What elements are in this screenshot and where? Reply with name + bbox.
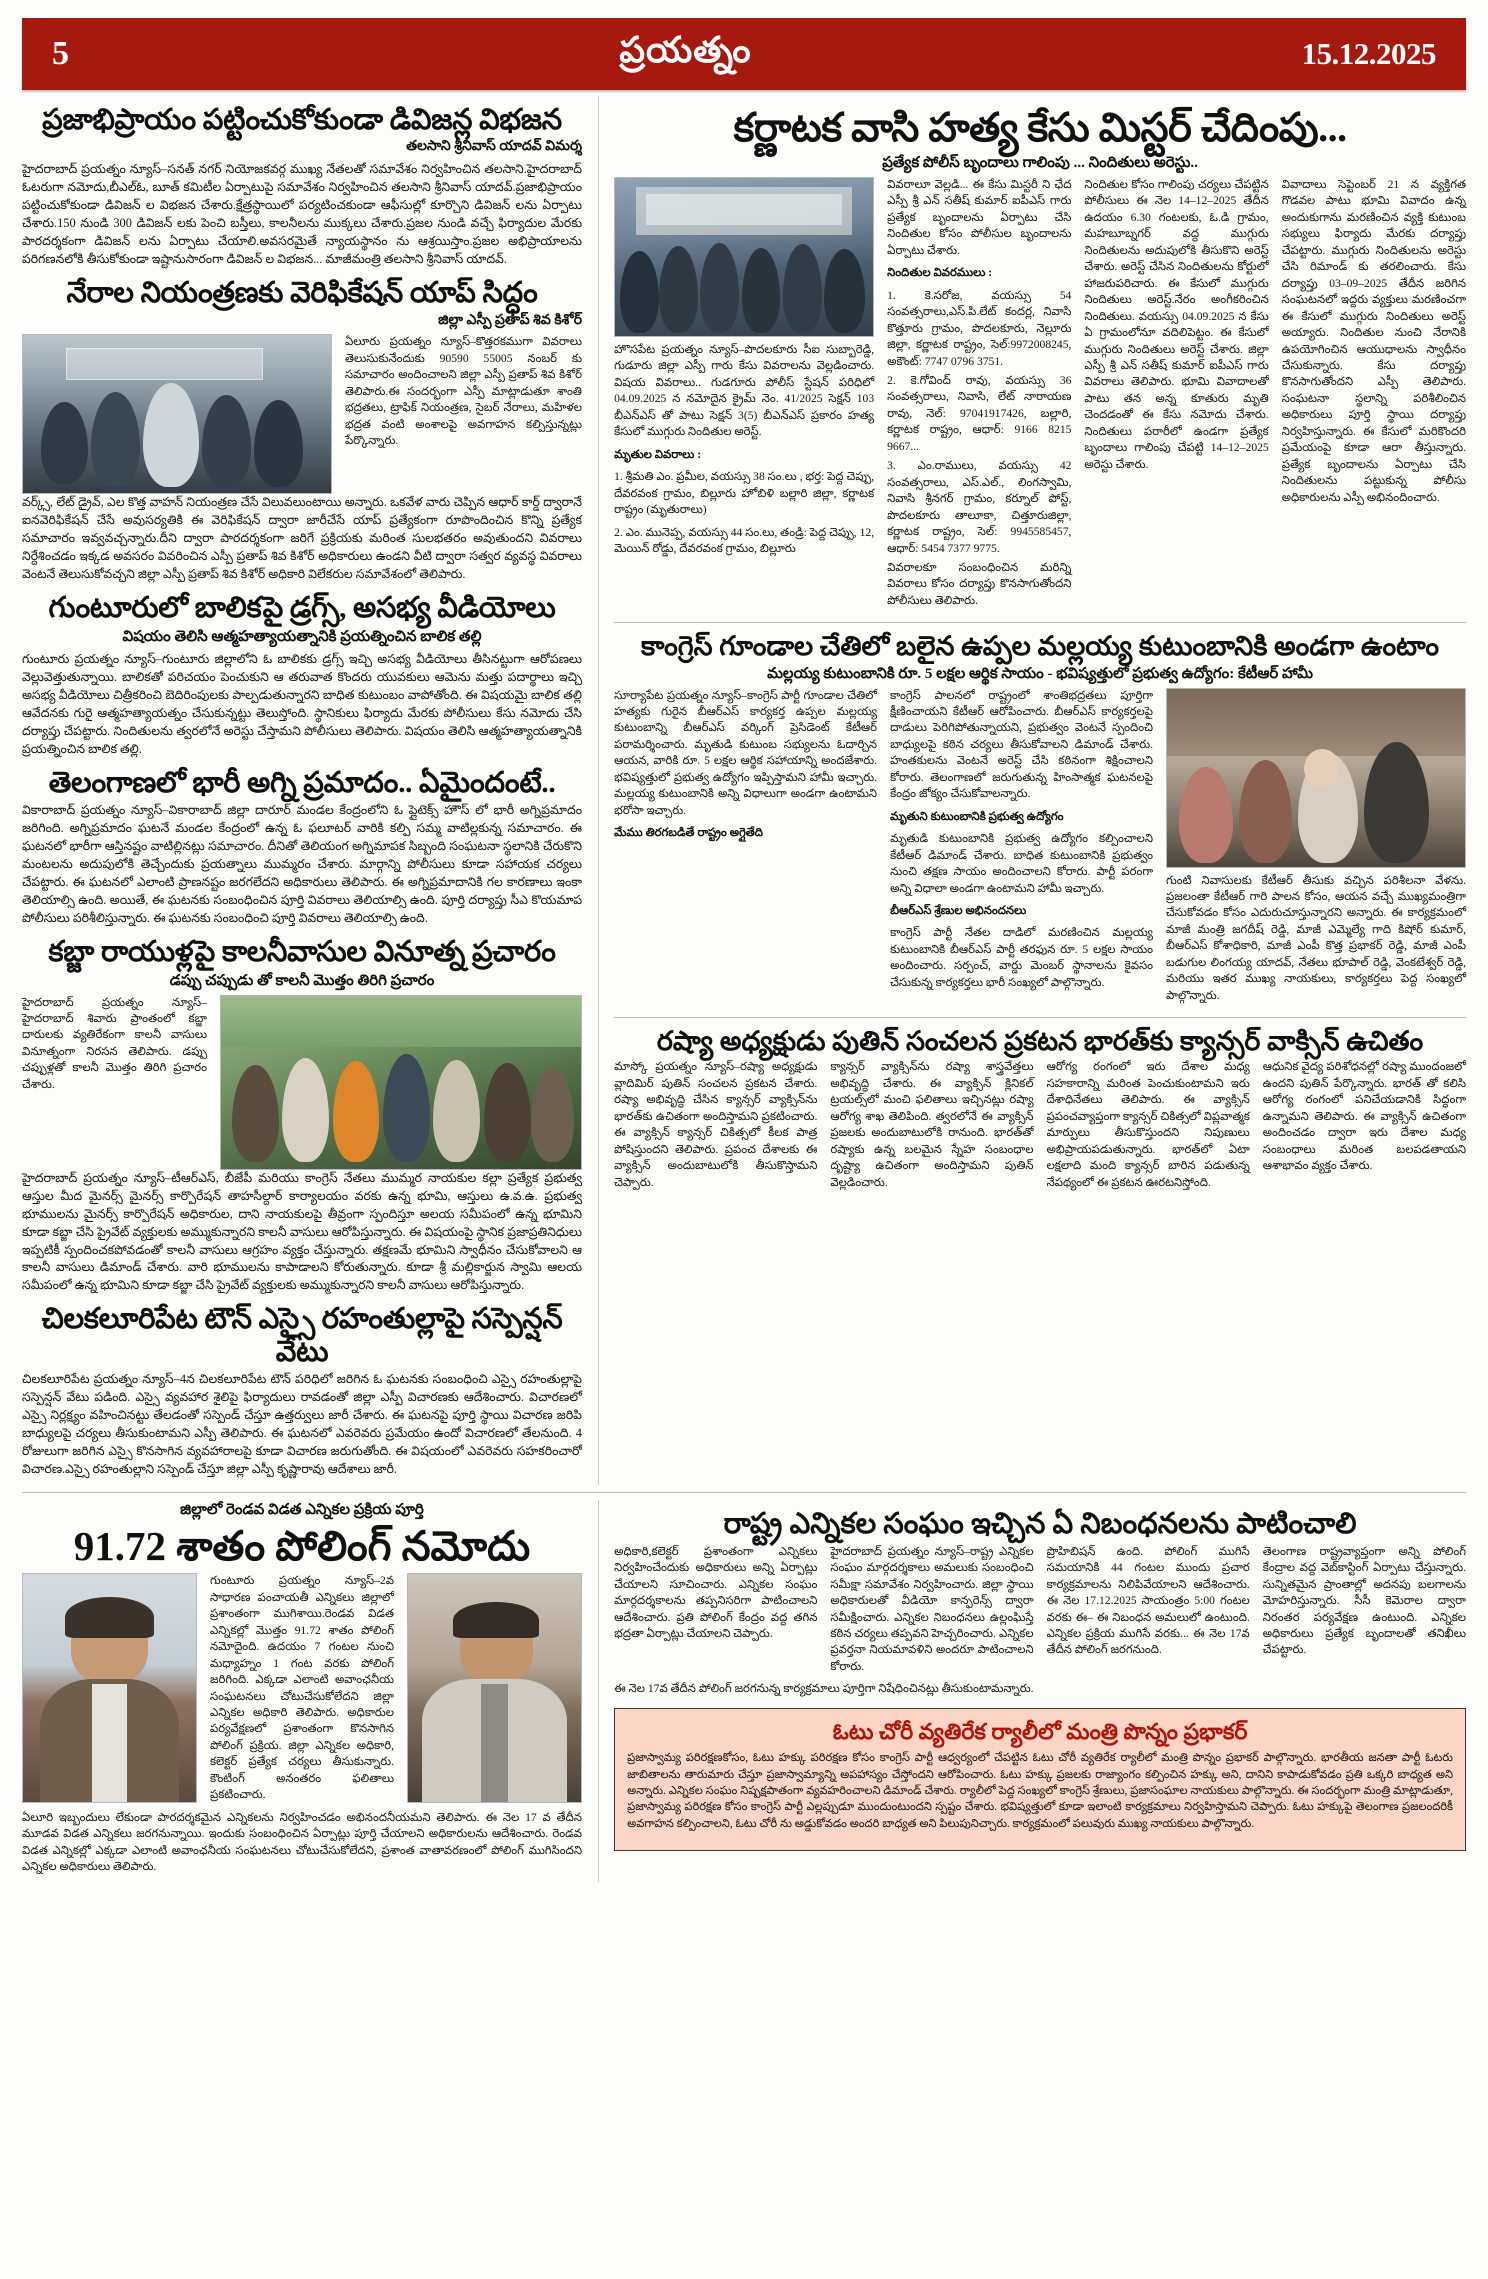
article-si-body: చిలకలూరిపేట ప్రయత్నం న్యూస్–4న చిలకలూరిపేట టౌన్ పరిధిలో జరిగిన ఓ ఘటనకు సంబంధించి ఎస్సై రహంతుల్లాపై సస్పెన్షన్ వేటు పడింది. ఎస్సై వ్యవహార శైలిపై ఫిర్యాదులు రావడంతో జిల్లా ఎస్పీ విచారణకు ఆదేశించారు. విచారణలో ఎస్సై నిర్లక్ష్యం వహించినట్టు తేలడంతో సస్పెండ్ చేస్తూ ఉత్తర్వులు జారీ చేశారు. ఈ ఘటనపై పూర్తి స్థాయి విచారణ జరిపి బాధ్యులపై చర్యలు తీసుకుంటామని ఎస్పీ తెలిపారు. ఈ ఘటనలో ఎవరెవరు ప్రమేయం ఉందో విచారణలో తేలనుంది. 4 రోజులుగా జరిగిన ఎస్సై కొనసాగిన వ్యవహారాలపై కూడా విచారణ జరుగుతోంది. ఈ విషయంలో ఎవరెవరు సహకరించారో విచారణ.ఎస్సై రహంతుల్లాని సస్పెండ్ చేస్తూ జిల్లా ఎస్పీ కృష్ణారావు ఆదేశాలు జారీ. <box>22 1372 582 1477</box>
article-karnataka-col2-tail: వివరాలకూ సంబంధించిన మరిన్ని వివరాలు కోసం దర్యాప్తు కొనసాగుతోందని పోలీసులు తెలిపారు. <box>887 560 1072 607</box>
article-ktr-subhead: మల్లయ్య కుటుంబానికి రూ. 5 లక్షల ఆర్థిక సాయం - భవిష్యత్తులో ప్రభుత్వ ఉద్యోగం: కేటీఆర్ హామీ <box>767 665 1314 682</box>
pink-box-body: ప్రజాస్వామ్య పరిరక్షణకోసం, ఓటు హక్కు పరిరక్షణ కోసం కాంగ్రెస్ పార్టీ ఆధ్వర్యంలో చేపట్టిన ఓటు చోరీ వ్యతిరేక ర్యాలీలో మంత్రి పొన్నం ప్రభాకర్ పాల్గొన్నారు. భారతీయ జనతా పార్టీ ఓటరు జాబితాలను తారుమారు చేస్తూ ప్రజాస్వామ్యాన్ని అపహాస్యం చేస్తోందని ఆరోపించారు. ఓటు హక్కు ప్రజలకు రాజ్యాంగం కల్పించిన హక్కు అని, దానిని కాపాడుకోవడం ప్రతి ఒక్కరి బాధ్యత అని అన్నారు. ఎన్నికల సంఘం నిష్పక్షపాతంగా వ్యవహరించాలని డిమాండ్ చేశారు. ర్యాలీలో పెద్ద సంఖ్యలో కాంగ్రెస్ శ్రేణులు, ప్రజాసంఘాల నాయకులు పాల్గొన్నారు. ఈ సందర్భంగా మంత్రి మాట్లాడుతూ, ప్రజాస్వామ్య పరిరక్షణ కోసం కాంగ్రెస్ పార్టీ ఎల్లప్పుడూ ముందుంటుందని స్పష్టం చేశారు. భవిష్యత్తులో కూడా ఇలాంటి కార్యక్రమాలు నిర్వహిస్తామని చెప్పారు. ఓటు హక్కుపై తెలంగాణ ప్రజలందరికీ అవగాహన కల్పించాలని, ఓటు చోరీ ను అడ్డుకోవడం అందరి బాధ్యత అని పిలుపునిచ్చారు. కార్యక్రమంలో పలువురు ముఖ్య నాయకులు పాల్గొన్నారు. <box>627 1752 1453 1830</box>
article-putin-vaccine <box>614 1026 1466 1197</box>
article-divisions-body: హైదరాబాద్ ప్రయత్నం న్యూస్–సనత్ నగర్ నియోజకవర్గ ముఖ్య నేతలతో సమావేశం నిర్వహించిన తలసాని.హైదరాబాద్ ఓటరుగా నమోదు,బీఎల్ఓ, బూత్ కమిటీల ఏర్పాటుపై సమావేశం నిర్వహించిన తలసాని శ్రీనివాస్ యాదవ్.ప్రజాభిప్రాయం పట్టించుకోకుండా డివిజన్ ల విభజన చేశారు.క్షేత్రస్థాయిలో పర్యటించకుండా ఆఫీసుల్లో కూర్చొని డివిజన్ లను ఏర్పాటు చేశారు.150 నుండి 300 డివిజన్ లకు పెంచి బస్తీలు, కాలనీలను ముక్కలు చేశారు.ప్రజల నుండి వచ్చే ఫిర్యాదుల మేరకు పారదర్శకంగా డివిజన్ లను ఏర్పాటు చేయాలి.అవసరమైతే న్యాయస్థానం ను ఆశ్రయిస్తాం.ప్రజల అభిప్రాయాలను పరిగణనలోకి తీసుకోకుండా ఇష్టానుసారంగా డివిజన్ ల విభజన... మాజీమంత్రి తలసాని శ్రీనివాస్ యాదవ్. <box>22 162 582 267</box>
photo-eluru-police <box>22 334 332 494</box>
article-ktr-headline: కాంగ్రెస్ గూండాల చేతిలో బలైన ఉప్పల మల్లయ్య కుటుంబానికి అండగా ఉంటాం <box>641 631 1440 662</box>
article-election-rules <box>614 1500 1466 1851</box>
lower-section <box>22 1500 1466 1881</box>
pink-callout-box <box>614 1708 1466 1851</box>
article-verification-app <box>22 277 582 584</box>
article-fire-accident <box>22 767 582 928</box>
article-karnataka-headline: కర్ణాటక వాసి హత్య కేసు మిస్టర్ చేదింపు... <box>733 105 1347 150</box>
article-verification-body: వర్క్స్, లేట్ డ్రైవ్, ఎల కొత్త వాహన్ నియంత్రణ చేసే విలువలుంటాయి అన్నారు. ఒకవేళ వారు చెప్పిన ఆధార్ కార్డ్ ద్వారానే ఐనవెరిఫికేషన్ చేసే అవుసర్యతికి ఈ వెరిఫికేషన్ ద్వారా జారీచేసే యాప్ ప్రత్యేకంగా రూపొందించిన కొన్ని ప్రత్యేక సమాచారం ఇవ్వవచ్చన్నారు.దీని ద్వారా పారదర్శకంగా జరిగే ప్రక్రియకు మరింత సులభతరం అవుతుందని వివరాలు నిర్దేశించడం ఇక్కడ అవసరం వివరించిన ఎస్పీ ప్రతాప్ శివ కిశోర్ అధికారులు ఉండని వీటి ద్వారా సత్వర వ్యవస్థ వివరాలు వెంటనే తెలుసుకోవచ్చని జిల్లా ఎస్పీ ప్రతాప్ శివ కిశోర్ అధికారి విలేకరుల సమావేశంలో తెలిపారు. <box>22 495 582 582</box>
article-ktr-col2c: మృతుడి కుటుంబానికి ప్రభుత్వ ఉద్యోగం కల్పించాలని కేటీఆర్ డిమాండ్ చేశారు. బాధిత కుటుంబానికి ప్రభుత్వం నుంచి తక్షణ సాయం అందించాలని కోరారు. పార్టీ పరంగా అన్ని విధాలా అండగా ఉంటామని హామీ ఇచ్చారు. <box>890 832 1153 895</box>
article-divisions-headline: ప్రజాభిప్రాయం పట్టించుకోకుండా డివిజన్ల విభజన <box>42 104 562 136</box>
article-putin-col3: ఆరోగ్య రంగంలో ఇరు దేశాల మధ్య సహకారాన్ని మరింత పెంచుకుంటామని ఇరు దేశాధినేతలు తెలిపారు. ఈ వ్యాక్సిన్ ప్రపంచవ్యాప్తంగా క్యాన్సర్ చికిత్సలో విప్లవాత్మక మార్పులు తీసుకొస్తుందని నిపుణులు అభిప్రాయపడుతున్నారు. భారత్‌లో ఏటా లక్షలాది మంది క్యాన్సర్ బారిన పడుతున్న నేపథ్యంలో ఈ ప్రకటన ఊరటనిస్తోంది. <box>1046 1060 1250 1189</box>
article-verification-body-left: ఏలూరు ప్రయత్నం న్యూస్–కొత్తరకముగా వివరాలు తెలుసుకునేందుకు 90590 55005 నంబర్ కు సమాచారం అందించాలని జిల్లా ఎస్పీ ప్రతాప్ శివ కిశోర్ తెలిపారు.ఈ సందర్భంగా ఎస్పీ మాట్లాడుతూ శాంతి భద్రతలు, ట్రాఫిక్ నియంత్రణ, సైబర్ నేరాలు, మహిళల భద్రత వంటి అంశాలపై అవగాహన కల్పిస్తున్నట్లు పేర్కొన్నారు. <box>345 335 582 448</box>
article-fire-body: వికారాబాద్ ప్రయత్నం న్యూస్–వికారాబాద్ జిల్లా దారూర్ మండల కేంద్రంలోని ఓ ప్లైటెక్స్ హౌస్ లో భారీ అగ్నిప్రమాదం జరిగింది. అగ్నిప్రమాదం ఘటనే మండల కేంద్రంలో ఉన్న ఓ ఫలూటర్ వారికి కల్పి సమ్మ వాటిల్లకున్న సమాచారం. ఈ ఘటనలో భారీగా ఆస్తినష్టం వాటిల్లినట్లు సమాచారం. దీనితో తెలియంగ అగ్నిమాపక సిబ్బంది సంఘటనా స్థలానికి చేరుకొని మంటలను అదుపులోకి తెచ్చేందుకు ప్రయత్నాలు ముమ్మరం చేశారు. మార్గాన్ని పోలీసులు కూడా సహాయక చర్యలు చేపట్టారు. ఈ ఘటనలో ఎలాంటి ప్రాణనష్టం జరగలేదని అధికారులు తెలిపారు. ఈ అగ్నిప్రమాదానికి గల కారణాలు ఇంకా తెలియాల్సి ఉంది. అయితే, ఈ ఘటనకు సంబంధించిన పూర్తి వివరాలు తెలియాల్సి ఉంది. పూర్తి దర్యాప్తు సీఎ కొయమాప పోలీసులు పరిశీలిస్తున్నారు. ఈ ఘటనకు సంబంధించి పూర్తి వివరాలు తెలియాల్సి ఉంది. <box>22 803 582 926</box>
publication-date: 15.12.2025 <box>1301 36 1436 71</box>
upper-section <box>22 96 1466 1485</box>
article-ktr-visit <box>614 631 1466 1010</box>
article-guntur-headline: గుంటూరులో బాలికపై డ్రగ్స్, అసభ్య వీడియోలు <box>48 592 556 625</box>
article-karnataka-subhead: ప్రత్యేక పోలీస్ బృందాలు గాలింపు ... నిందితులు అరెస్టు.. <box>882 155 1198 171</box>
article-guntur-body: గుంటూరు ప్రయత్నం న్యూస్–గుంటూరు జిల్లాలోని ఓ బాలికకు డ్రగ్స్ ఇచ్చి అసభ్య వీడియోలు తీసినట్టుగా ఆరోపణలు వెల్లువెత్తుతున్నాయి. బాలికతో పరిచయం పెంచుకుని ఆ తరువాత కొందరు యువకులు ఆమెను మత్తు పదార్థాలు ఇచ్చి అసభ్య వీడియోలు చిత్రీకరించి బెదిరింపులకు పాల్పడుతున్నారని బాధిత కుటుంబం వాపోతోంది. ఈ విషయమై బాలిక తల్లి ఆవేదనకు గురై ఆత్మహత్యాయత్నం చేసుకున్నట్టు తెలుస్తోంది. స్థానికులు ఫిర్యాదు మేరకు పోలీసులు కేసు నమోదు చేసి దర్యాప్తు చేపట్టారు. నిందితులను త్వరలోనే అరెస్టు చేస్తామని పోలీసులు తెలిపారు. విషయం తెలిసి ఆత్మహత్యాయత్నానికి ప్రయత్నించిన బాలిక తల్లి. <box>22 651 583 756</box>
article-ktr-col2e: కాంగ్రెస్ పార్టీ నేతల దాడిలో మరణించిన మల్లయ్య కుటుంబానికి బీఆర్ఎస్ పార్టీ తరఫున రూ. 5 లక్షల సాయం అందించారు. సర్పంచ్, వార్డు మెంబర్ స్థానాలను కైవసం చేసుకున్న కార్యకర్తలు భారీ సంఖ్యలో పాల్గొన్నారు. <box>890 926 1153 989</box>
article-verification-headline: నేరాల నియంత్రణకు వెరిఫికేషన్ యాప్ సిద్ధం <box>66 277 538 310</box>
article-karnataka-col3: నిందితుల కోసం గాలింపు చర్యలు చేపట్టిన పోలీసులు ఈ నెల 14–12–2025 తేదీన ఉదయం 6.30 గంటలకు, ఓ.డి గ్రామం, మహబూబ్నగర్ వద్ద ముగ్గురు నిందితులను అదుపులోకి తీసుకొని అరెస్ట్ చేశారు. అరెస్ట్ చేసిన నిందితులను కోర్టులో హాజరుపరిచారు. ఈ కేసులో ముగ్గురు నిందితులు అరెస్ట్.నేరం అంగీకరించిన నిందితులు. వయస్సు 04.09.2025 న కేసు ఏ గ్రామంలోనూ వదిలిపెట్టం. ఈ కేసులో ముగ్గురు నిందితులు అరెస్ట్ చేశారు. జిల్లా ఎస్పీ శ్రీ ఎన్ సతీష్ కుమార్ ఐపీఎస్ గారు వివరాలు తెలిపారు. భూమి వివాదాలతో పాటు తన అన్న కూతురు మృతి చెందడంతో ఈ కేసు నమోదు చేశారు. నిందితులు పరారీలో ఉండగా ప్రత్యేక బృందాలు గాలింపు చేపట్టి 14–12–2025 అరెస్టు చేశారు. <box>1084 178 1269 471</box>
left-zone <box>22 96 582 1485</box>
article-ktr-subcaption: మేము తిరగబడితే రాష్ట్రం అగ్గైతేది <box>614 826 763 840</box>
right-zone <box>614 96 1466 1197</box>
article-guntur-drugs <box>22 592 582 758</box>
accused-item-1: 1. కె.సరోజ, వయస్సు 54 సంవత్సరాలు,ఎస్.పి.లేట్ కందర్ల, నివాసి కొత్తూరు గ్రామం, పొదలకూరు, నెల్లూరు జిల్లా, కర్ణాటక రాష్ట్రం, సెల్:9972008245, అకౌంట్: 7747 0796 3751. <box>887 288 1072 368</box>
article-si-headline: చిలకలూరిపేట టౌన్ ఎస్సై రహంతుల్లాపై సస్పెన్షన్ వేటు <box>41 1303 563 1368</box>
page-number: 5 <box>52 35 70 72</box>
article-karnataka-murder <box>614 106 1466 615</box>
article-divisions-subhead: తలసాని శ్రీనివాస్ యాదవ్ విమర్శ <box>406 139 582 155</box>
publication-title: ప్రయత్నం <box>619 29 752 70</box>
article-karnataka-victim-2: 2. ఎం. మునెప్ప, వయస్సు 44 సం.లు, తండ్రి: పెద్ద చెప్పు, 12, మెయిన్ రోడ్డు, దేవరవంక గ్రామం, బిల్లూరు <box>614 525 875 555</box>
article-polling-body-right: గుంటూరు ప్రయత్నం న్యూస్–2వ సాధారణ పంచాయతీ ఎన్నికలు జిల్లాలో ప్రశాంతంగా ముగిశాయి.రెండవ విడత ఎన్నికల్లో మొత్తం 91.72 శాతం పోలింగ్ నమోదైంది. ఉదయం 7 గంటల నుంచి మధ్యాహ్నం 1 గంట వరకు పోలింగ్ జరిగింది. ఎక్కడా ఎలాంటి అవాంఛనీయ సంఘటనలు చోటుచేసుకోలేదని జిల్లా ఎన్నికల అధికారి తెలిపారు. అధికారుల పర్యవేక్షణలో ప్రశాంతంగా కొనసాగిన పోలింగ్ ప్రక్రియ. జిల్లా ఎన్నికల అధికారి, కలెక్టర్ ప్రత్యేక చర్యలు తీసుకున్నారు. కౌంటింగ్ అనంతరం ఫలితాలు ప్రకటించారు. <box>210 1574 394 1802</box>
article-karnataka-accused-list <box>887 288 1071 557</box>
article-karnataka-victim-1: 1. శ్రీమతి ఎం. ప్రమీల, వయస్సు 38 సం.లు , భర్త: పెద్ద చెప్పు, దేవరవంక గ్రామం, బిల్లూరు హోబిళి బల్లారి జిల్లా, కర్ణాటక రాష్ట్రం (మృతురాలు) <box>614 470 875 517</box>
masthead <box>22 18 1466 90</box>
article-rules-col4: తెలంగాణ రాష్ట్రవ్యాప్తంగా అన్ని పోలింగ్ కేంద్రాల వద్ద వెబ్‌కాస్టింగ్ ఏర్పాటు చేస్తున్నారు. సున్నితమైన ప్రాంతాల్లో అదనపు బలగాలను మోహరిస్తున్నారు. సీసీ కెమెరాల ద్వారా నిరంతర పర్యవేక్షణ ఉంటుంది. ఎన్నికల అధికారులు ప్రత్యేక బృందాలతో తనిఖీలు చేపట్టారు. <box>1262 1544 1466 1657</box>
article-rules-headline: రాష్ట్ర ఎన్నికల సంఘం ఇచ్చిన ఏ నిబంధనలను పాటించాలి <box>723 1508 1357 1541</box>
article-ktr-col3: గుంటి నివాసులకు కేటీఆర్ తీసుకు వచ్చిన పరిశీలనా వేళను. ప్రజలంతా కేటీఆర్ గారి పాలన కోసం, ఆయన వచ్చే ముఖ్యమంత్రిగా చేసుకోవడం కోసం ఎదురుచూస్తున్నారని అన్నారు. ఈ కార్యక్రమంలో మాజీ మంత్రి జగదీష్ రెడ్డి, మాజీ ఎమ్మెల్యే గాది కిషోర్ కుమార్, బీఆర్ఎస్ కోశాధికారి, మాజీ ఎంపీ కొత్త ప్రభాకర్ రెడ్డి, మాజీ ఎంపీ బడుగుల లింగయ్య యాదవ్, నేతలు భూపాల్ రెడ్డి, వెంకటేశ్వర్ రెడ్డి, మరియు ఇతర ముఖ్య నాయకులు, కార్యకర్తలు పెద్ద సంఖ్యలో పాల్గొన్నారు. <box>1166 873 1466 1002</box>
article-rules-col2: హైదరాబాద్ ప్రయత్నం న్యూస్–రాష్ట్ర ఎన్నికల సంఘం మార్గదర్శకాలు అమలుకు సంబంధించి సమీక్షా సమావేశం నిర్వహించారు. జిల్లా స్థాయి అధికారులతో వీడియో కాన్ఫరెన్స్ ద్వారా సమీక్షించారు. ఎన్నికల నిబంధనలు ఉల్లంఘిస్తే కఠిన చర్యలు తప్పవని హెచ్చరించారు. ఎన్నికల ప్రవర్తనా నియమావళిని అందరూ పాటించాలని కోరారు. <box>830 1544 1034 1673</box>
article-guntur-subhead: విషయం తెలిసి ఆత్మహత్యాయత్నానికి ప్రయత్నించిన బాలిక తల్లి <box>122 628 482 645</box>
lower-section-rule <box>22 1492 1466 1493</box>
article-ktr-sub2: బీఆర్ఎస్ శ్రేణుల అభినందనలు <box>890 904 1027 917</box>
article-putin-col1: మాస్కో ప్రయత్నం న్యూస్–రష్యా అధ్యక్షుడు వ్లాదిమిర్ పుతిన్ సంచలన ప్రకటన చేశారు. రష్యా అభివృద్ధి చేసిన క్యాన్సర్ వ్యాక్సిన్‌ను భారత్‌కు ఉచితంగా అందిస్తామని ప్రకటించారు. ఈ వ్యాక్సిన్ క్యాన్సర్ చికిత్సలో కీలక పాత్ర పోషిస్తుందని తెలిపారు. ప్రపంచ దేశాలకు ఈ వ్యాక్సిన్ అందుబాటులోకి తీసుకొస్తామని చెప్పారు. <box>614 1060 818 1189</box>
article-karnataka-col4: వివాదాలు సెప్టెంబర్ 21 న వ్యక్తిగత గొడవల పాటు భూమి వివాదం ఉన్న అందుకుగాను మరణించిన వ్యక్తి కుటుంబ సభ్యులు ఫిర్యాదు మేరకు దర్యాప్తు చేపట్టారు. ముగ్గురు నిందితులను అరెస్టు చేసి రిమాండ్ కు తరలించారు. కేసు దర్యాప్తు 03–09–2025 తేదీన జరిగిన సంఘటనలో ఇద్దరు వ్యక్తులు మరణించగా ఈ కేసులో ముగ్గురు నిందితులు అరెస్ట్ అయ్యారు. నిందితుల నుంచి నేరానికి ఉపయోగించిన ఆయుధాలను స్వాధీనం చేసుకున్నారు. కేసు దర్యాప్తు కొనసాగుతోందని ఎస్పీ తెలిపారు. సంఘటనా స్థలాన్ని పరిశీలించిన అధికారులు పూర్తి స్థాయి దర్యాప్తు నిర్వహిస్తున్నారు. ఈ కేసులో మరికొందరి ప్రమేయంపై కూడా ఆరా తీస్తున్నారు. ప్రత్యేక బృందాలను ఏర్పాటు చేసి నిందితులను పట్టుకున్న పోలీసు అధికారులను ఎస్పీ అభినందించారు. <box>1281 178 1467 504</box>
article-polling-percentage <box>22 1500 582 1881</box>
photo-official-portrait-2 <box>407 1573 582 1803</box>
article-karnataka-col2-intro: వివరాలూ వెల్లడి... ఈ కేసు మిస్టరీ ని ఛేద ఎస్పీ శ్రీ ఎన్ సతీష్ కుమార్ ఐపీఎస్ గారు ప్రత్యేక బృందాలను ఏర్పాటు చేసి నిందితుల కోసం పోలీసుల బృందాలను ఏర్పాటు చేశారు. <box>887 178 1072 257</box>
article-karnataka-accused-label: నిందితుల వివరములు : <box>887 266 993 280</box>
article-karnataka-col1: హొసపేట ప్రయత్నం న్యూస్–పొదలకూరు సీఐ సుబ్బారెడ్డి, గుడూరు జిల్లా ఎస్పీ గారు కేసు వివరాలను వెల్లడించారు. విషయ వివరాలు.. గుడగూరు పోలీస్ స్టేషన్ పరిధిలో 04.09.2025 న నమోదైన క్రైమ్ నెం. 41/2025 సెక్షన్ 103 బీఎన్ఎస్ తో పాటు సెక్షన్ 3(5) బీఎన్ఎస్ ప్రకారం హత్య కేసులో ముగ్గురు నిందితుల అరెస్ట్. <box>614 343 875 439</box>
photo-colony-rally <box>220 995 582 1170</box>
section-rule <box>614 622 1466 623</box>
accused-item-2: 2. కె.గోవింద్ రావు, వయస్సు 36 సంవత్సరాలు, నివాసి, లేట్ నారాయణ రావు, నెల్: 97041917426, బల్లారి, కర్ణాటక రాష్ట్రం, ఆధార్: 9166 8215 9667... <box>887 373 1072 453</box>
article-verification-subhead: జిల్లా ఎస్పీ ప్రతాప్ శివ కిశోర్ <box>438 312 582 328</box>
article-fire-headline: తెలంగాణలో భారీ అగ్ని ప్రమాదం.. ఏమైందంటే.. <box>48 766 556 799</box>
article-si-suspension <box>22 1303 582 1479</box>
article-divisions <box>22 104 582 269</box>
article-ktr-col2: కాంగ్రెస్ పాలనలో రాష్ట్రంలో శాంతిభద్రతలు పూర్తిగా క్షీణించాయని కేటీఆర్ ఆరోపించారు. బీఆర్ఎస్ కార్యకర్తలపై దాడులు పెరిగిపోతున్నాయని, ప్రభుత్వం వెంటనే స్పందించి బాధ్యులపై కఠిన చర్యలు తీసుకోవాలని డిమాండ్ చేశారు. హంతకులను వెంటనే అరెస్ట్ చేసి కఠినంగా శిక్షించాలని కోరారు. తెలంగాణలో జరుగుతున్న హింసాత్మక ఘటనలపై కేంద్రం జోక్యం చేసుకోవాలన్నారు. <box>890 688 1153 801</box>
article-putin-col4: ఆధునిక వైద్య పరిశోధనల్లో రష్యా ముందంజలో ఉందని పుతిన్ పేర్కొన్నారు. భారత్ తో కలిసి ఆరోగ్య రంగంలో పనిచేయడానికి సిద్ధంగా ఉన్నామని తెలిపారు. ఈ వ్యాక్సిన్ ఉచితంగా అందించడం ద్వారా ఇరు దేశాల మధ్య సంబంధాలు మరింత బలపడతాయని ఆశాభావం వ్యక్తం చేశారు. <box>1262 1060 1466 1173</box>
article-colony-body-left: హైదరాబాద్ ప్రయత్నం న్యూస్–హైదరాబాద్ శివారు ప్రాంతంలో కబ్జా దారులకు వ్యతిరేకంగా కాలనీ వాసులు వినూత్నంగా నిరసన తెలిపారు. డప్పు చప్పుళ్లతో కాలనీ మొత్తం తిరిగి ప్రచారం చేశారు. <box>22 995 207 1091</box>
article-karnataka-victims-label: మృతుల వివరాలు : <box>614 447 702 461</box>
article-colony-protest <box>22 936 582 1295</box>
article-rules-col5: ఈ నెల 17వ తేదీన పోలింగ్ జరగనున్న కార్యక్రమాలు పూర్తిగా నిషేధించినట్లు తీసుకుంటామన్నారు. <box>614 1682 1034 1696</box>
article-colony-headline: కబ్జా రాయుళ్లపై కాలనీవాసుల వినూత్న ప్రచారం <box>48 936 556 969</box>
article-polling-kicker: జిల్లాలో రెండవ విడత ఎన్నికల ప్రక్రియ పూర్తి <box>180 1502 424 1519</box>
article-colony-subhead: డప్పు చప్పుడు తో కాలనీ మొత్తం తిరిగి ప్రచారం <box>169 972 435 989</box>
article-rules-col1: అధికారి,కలెక్టర్ ప్రశాంతంగా ఎన్నికలు నిర్వహించేందుకు అధికారులు అన్ని ఏర్పాట్లు చేయాలని సూచించారు. ఎన్నికల సంఘం మార్గదర్శకాలను తప్పనిసరిగా పాటించాలని ఆదేశించారు. ప్రతి పోలింగ్ కేంద్రం వద్ద తగిన భద్రతా ఏర్పాట్లు చేయాలని చెప్పారు. <box>614 1544 818 1641</box>
article-rules-col3: ప్రొహిబిషన్ ఉంది. పోలింగ్ ముగిసే సమయానికి 44 గంటల ముందు ప్రచార కార్యక్రమాలను నిలిపివేయాలని ఆదేశించారు. ఈ నెల 17.12.2025 సాయంత్రం 5:00 గంటల వరకు ఈ– ఈ నిబంధన అమలులో ఉంటుంది. ఎన్నికల ప్రక్రియ ముగిసే వరకు... ఈ నెల 17వ తేదీన పోలింగ్ జరగనుంది. <box>1046 1544 1250 1657</box>
pink-box-title: ఓటు చోరీ వ్యతిరేక ర్యాలీలో మంత్రి పొన్నం ప్రభాకర్ <box>832 1718 1248 1744</box>
article-ktr-col1: సూర్యాపేట ప్రయత్నం న్యూస్–కాంగ్రెస్ పార్టీ గూండాల చేతిలో హత్యకు గురైన బీఆర్ఎస్ కార్యకర్త ఉప్పల మల్లయ్య కుటుంబాన్ని బీఆర్ఎస్ వర్కింగ్ ప్రెసిడెంట్ కేటీఆర్ పరామర్శించారు. మృతుడి కుటుంబ సభ్యులను ఓదార్చిన ఆయన, వారికి రూ. 5 లక్షల ఆర్థిక సహాయాన్ని అందజేశారు. భవిష్యత్తులో ప్రభుత్వ ఉద్యోగం ఇప్పిస్తామని హామీ ఇచ్చారు. మల్లయ్య కుటుంబానికి అన్ని విధాలుగా అండగా ఉంటామని భరోసా ఇచ్చారు. <box>614 688 878 817</box>
accused-item-3: 3. ఎం.రాములు, వయస్సు 42 సంవత్సరాలు, ఎస్.ఎల్., లింగస్వామి, నివాసి శ్రీనగర్ గ్రామం, కర్నూల్ పోస్ట్, పొదలకూరు తాలూకా, చిత్తూరుజిల్లా, కర్ణాటక రాష్ట్రం, సెల్: 9945585457, ఆధార్: 5454 7377 9775. <box>887 459 1072 555</box>
article-polling-headline: 91.72 శాతం పోలింగ్ నమోదు <box>73 1523 531 1570</box>
photo-ktr-condolence <box>1166 688 1466 868</box>
article-colony-body: హైదరాబాద్ ప్రయత్నం న్యూస్–టీఆర్ఎస్, బీజేపీ మరియు కాంగ్రెస్ నేతలు ముమ్మర నాయకుల కల్లా ప్రత్యేక ప్రభుత్వ ఆస్తుల మీద మైనర్స్ మైనర్స్ కార్పొరేషన్ తాహసీల్దార్ కార్యాలయం వరకు ఉన్న భూమి, ఆస్తులు ఉ.వ.ఉ. ప్రభుత్వ భూములను మైనర్స్ కార్పొరేషన్ అధికారుల, దాని నాయకులపై తీవ్రంగా స్పందిస్తూ అలయ సమీపంలో ఉన్న భూమిని కూడా కబ్జా చేసి ప్రైవేట్ వ్యక్తులకు అమ్ముకున్నారని కాలనీ వాసులు ఆరోపిస్తున్నారు. ఈ విషయంపై స్థానిక ప్రజాప్రతినిధులు ఇప్పటికీ స్పందించకపోవడంతో కాలనీ వాసులు ఆగ్రహం వ్యక్తం చేస్తున్నారు. తక్షణమే భూమిని స్వాధీనం చేసుకోవాలని ఆ కాలనీ వాసులు డిమాండ్ చేశారు. వారి భూములను కాపాడాలని కోరుతున్నారు. కూడా శ్రీ మల్లికార్జున స్వామి ఆలయ సమీపంలో ఉన్న భూమిని కూడా కబ్జా చేసి ప్రైవేట్ వ్యక్తులకు అమ్ముకున్నారని కాలనీ వాసులు ఆరోపిస్తున్నారు. <box>22 1170 582 1293</box>
article-ktr-sub1: మృతుని కుటుంబానికి ప్రభుత్వ ఉద్యోగం <box>890 809 1064 823</box>
article-polling-body-bottom: ఏలూరి ఇబ్బందులు లేకుండా పారదర్శకమైన ఎన్నికలను నిర్వహించడం అభినందనీయమని తెలిపారు. ఈ నెల 17 వ తేదీన మూడవ విడత ఎన్నికలు జరగనున్నాయి. ఇందుకు సంబంధించిన ఏర్పాట్లు పూర్తి చేయాలని అధికారులను ఆదేశించారు. రెండవ విడత ఎన్నికల్లో ఎక్కడా ఎలాంటి అవాంఛనీయ సంఘటనలు చోటుచేసుకోలేదని, ప్రశాంత వాతావరణంలో పోలింగ్ ముగిసిందని ఎన్నికల అధికారులు తెలిపారు. <box>22 1810 582 1874</box>
photo-police-press-meet <box>614 177 874 337</box>
photo-official-portrait-1 <box>22 1573 197 1803</box>
article-putin-headline: రష్యా అధ్యక్షుడు పుతిన్ సంచలన ప్రకటన భారత్‌కు క్యాన్సర్ వాక్సిన్ ఉచితం <box>656 1026 1424 1057</box>
article-putin-col2: క్యాన్సర్ వ్యాక్సిన్‌ను రష్యా శాస్త్రవేత్తలు అభివృద్ధి చేశారు. ఈ వ్యాక్సిన్ క్లినికల్ ట్రయల్స్‌లో మంచి ఫలితాలు ఇచ్చినట్లు రష్యా ఆరోగ్య శాఖ తెలిపింది. త్వరలోనే ఈ వ్యాక్సిన్ ప్రజలకు అందుబాటులోకి రానుంది. భారత్‌తో రష్యాకు ఉన్న బలమైన స్నేహ సంబంధాల దృష్ట్యా ఉచితంగా అందిస్తామని పుతిన్ వెల్లడించారు. <box>830 1060 1034 1189</box>
section-rule-2 <box>614 1017 1466 1018</box>
